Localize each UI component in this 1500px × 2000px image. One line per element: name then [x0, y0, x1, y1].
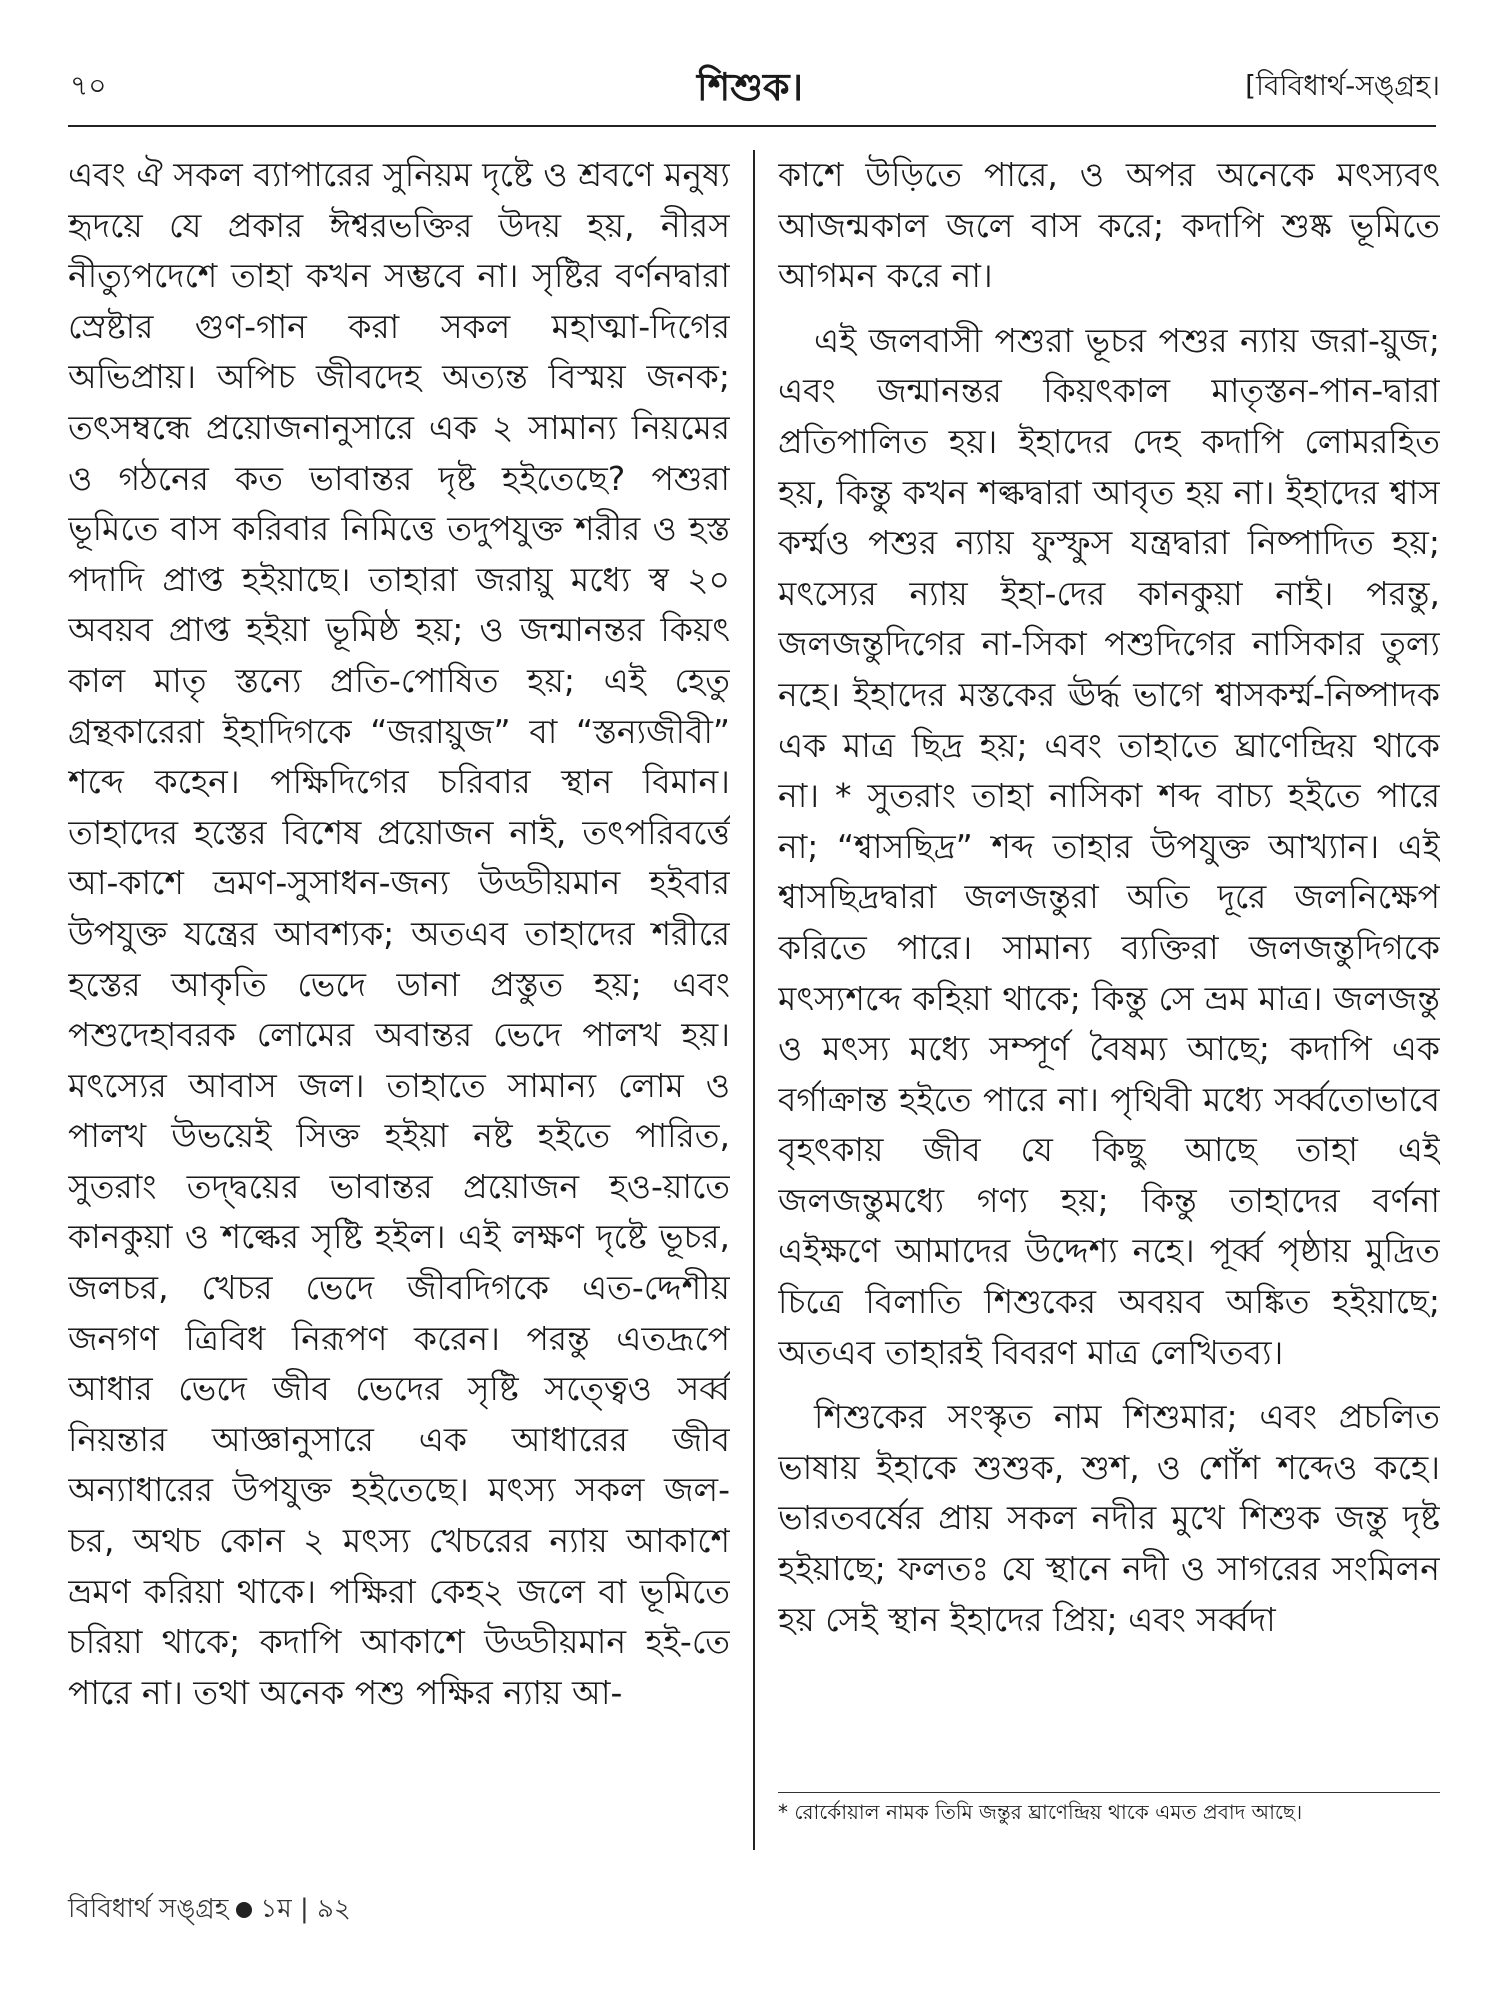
page-number: ৭০ — [70, 69, 107, 102]
page-title: শিশুক। — [696, 65, 804, 109]
right-column — [778, 150, 1440, 1820]
footer-volume-page: ১ম | ৯২ — [260, 1894, 351, 1924]
right-paragraph-3: শিশুকের সংস্কৃত নাম শিশুমার; এবং প্রচলিত ভাষায় ইহাকে শুশুক, শুশ, ও শোঁশ শব্দেও কহে। ভারতবর্ষের প্রায় সকল নদীর মুখে শিশুক জন্তু দৃষ্ট হইয়াছে; ফলতঃ যে স্থানে নদী ও সাগরের সংমিলন হয় সেই স্থান ইহাদের প্রিয়; এবং সর্ব্বদা — [778, 1397, 1440, 1639]
footnote: * রোর্কোয়াল নামক তিমি জন্তুর ঘ্রাণেন্দ্রিয় থাকে এমত প্রবাদ আছে। — [778, 1800, 1303, 1824]
page-footer — [68, 1888, 351, 1932]
left-column — [68, 150, 730, 1820]
footer-publication: বিবিধার্থ সঙ্গ্রহ — [68, 1894, 229, 1924]
left-paragraph-1: এবং ঐ সকল ব্যাপারের সুনিয়ম দৃষ্টে ও শ্রবণে মনুষ্য হৃদয়ে যে প্রকার ঈশ্বরভক্তির উদয় হয়, নীরস নীত্যুপদেশে তাহা কখন সম্ভবে না। সৃষ্টির বর্ণনদ্বারা স্রেষ্টার গুণ-গান করা সকল মহাত্মা-দিগের অভিপ্রায়। অপিচ জীবদেহ অত্যন্ত বিস্ময় জনক; তৎসম্বন্ধে প্রয়োজনানুসারে এক ২ সামান্য নিয়মের ও গঠনের কত ভাবান্তর দৃষ্ট হইতেছে? পশুরা ভূমিতে বাস করিবার নিমিত্তে তদুপযুক্ত শরীর ও হস্ত পদাদি প্রাপ্ত হইয়াছে। তাহারা জরায়ু মধ্যে স্ব ২০ অবয়ব প্রাপ্ত হইয়া ভূমিষ্ঠ হয়; ও জন্মানন্তর কিয়ৎ কাল মাতৃ স্তন্যে প্রতি-পোষিত হয়; এই হেতু গ্রন্থকারেরা ইহাদিগকে “জরায়ুজ” বা “স্তন্যজীবী” শব্দে কহেন। পক্ষিদিগের চরিবার স্থান বিমান। তাহাদের হস্তের বিশেষ প্রয়োজন নাই, তৎপরিবর্ত্তে আ-কাশে ভ্রমণ-সুসাধন-জন্য উড্ডীয়মান হইবার উপযুক্ত যন্ত্রের আবশ্যক; অতএব তাহাদের শরীরে হস্তের আকৃতি ভেদে ডানা প্রস্তুত হয়; এবং পশুদেহাবরক লোমের অবান্তর ভেদে পালখ হয়। মৎস্যের আবাস জল। তাহাতে সামান্য লোম ও পালখ উভয়েই সিক্ত হইয়া নষ্ট হইতে পারিত, সুতরাং তদ্দ্বয়ের ভাবান্তর প্রয়োজন হও-য়াতে কানকুয়া ও শল্কের সৃষ্টি হইল। এই লক্ষণ দৃষ্টে ভূচর, জলচর, খেচর ভেদে জীবদিগকে এত-দ্দেশীয় জনগণ ত্রিবিধ নিরূপণ করেন। পরন্তু এতদ্রূপে আধার ভেদে জীব ভেদের সৃষ্টি সত্ত্বেও সর্ব্ব নিয়ন্তার আজ্ঞানুসারে এক আধারের জীব অন্যাধারের উপযুক্ত হইতেছে। মৎস্য সকল জল-চর, অথচ কোন ২ মৎস্য খেচরের ন্যায় আকাশে ভ্রমণ করিয়া থাকে। পক্ষিরা কেহ২ জলে বা ভূমিতে চরিয়া থাকে; কদাপি আকাশে উড্ডীয়মান হই-তে পারে না। তথা অনেক পশু পক্ষির ন্যায় আ- — [68, 155, 730, 1712]
right-paragraph-1: কাশে উড়িতে পারে, ও অপর অনেকে মৎস্যবৎ আজন্মকাল জলে বাস করে; কদাপি শুষ্ক ভূমিতে আগমন করে না। — [778, 155, 1440, 296]
column-divider — [753, 150, 755, 1850]
header-rule — [68, 125, 1436, 127]
running-title: [বিবিধার্থ-সঙ্গ্রহ। — [1245, 69, 1440, 102]
page-header — [60, 58, 1440, 118]
bullet-icon — [236, 1902, 252, 1918]
right-paragraph-2: এই জলবাসী পশুরা ভূচর পশুর ন্যায় জরা-য়ুজ; এবং জন্মানন্তর কিয়ৎকাল মাতৃস্তন-পান-দ্বারা প্রতিপালিত হয়। ইহাদের দেহ কদাপি লোমরহিত হয়, কিন্তু কখন শল্কদ্বারা আবৃত হয় না। ইহাদের শ্বাস কর্ম্মও পশুর ন্যায় ফুস্ফুস যন্ত্রদ্বারা নিষ্পাদিত হয়; মৎস্যের ন্যায় ইহা-দের কানকুয়া নাই। পরন্তু, জলজন্তুদিগের না-সিকা পশুদিগের নাসিকার তুল্য নহে। ইহাদের মস্তকের ঊর্দ্ধ ভাগে শ্বাসকর্ম্ম-নিষ্পাদক এক মাত্র ছিদ্র হয়; এবং তাহাতে ঘ্রাণেন্দ্রিয় থাকে না। * সুতরাং তাহা নাসিকা শব্দ বাচ্য হইতে পারে না; “শ্বাসছিদ্র” শব্দ তাহার উপযুক্ত আখ্যান। এই শ্বাসছিদ্রদ্বারা জলজন্তুরা অতি দূরে জলনিক্ষেপ করিতে পারে। সামান্য ব্যক্তিরা জলজন্তুদিগকে মৎস্যশব্দে কহিয়া থাকে; কিন্তু সে ভ্রম মাত্র। জলজন্তু ও মৎস্য মধ্যে সম্পূর্ণ বৈষম্য আছে; কদাপি এক বর্গাক্রান্ত হইতে পারে না। পৃথিবী মধ্যে সর্ব্বতোভাবে বৃহৎকায় জীব যে কিছু আছে তাহা এই জলজন্তুমধ্যে গণ্য হয়; কিন্তু তাহাদের বর্ণনা এইক্ষণে আমাদের উদ্দেশ্য নহে। পূর্ব্ব পৃষ্ঠায় মুদ্রিত চিত্রে বিলাতি শিশুকের অবয়ব অঙ্কিত হইয়াছে; অতএব তাহারই বিবরণ মাত্র লেখিতব্য। — [778, 320, 1440, 1372]
footnote-rule — [778, 1792, 1440, 1793]
